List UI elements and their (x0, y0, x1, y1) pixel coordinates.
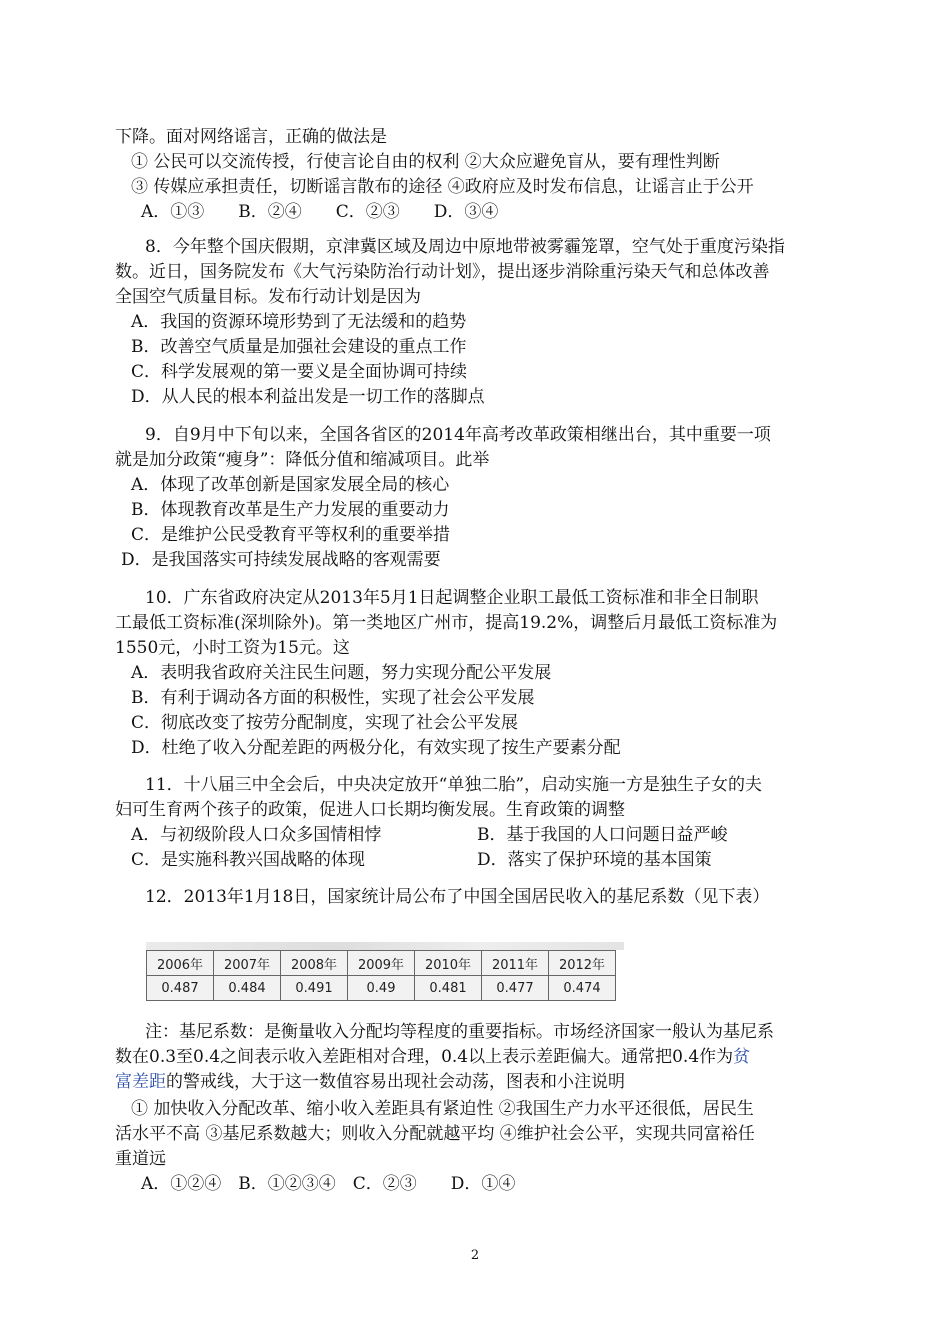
table-header-cell: 2008年 (281, 951, 348, 976)
q12-note-3 (115, 1070, 625, 1094)
table-row (147, 976, 616, 1001)
q8-option-d: D．从人民的根本利益出发是一切工作的落脚点 (131, 387, 485, 407)
q11-option-b: B．基于我国的人口问题日益严峻 (477, 825, 728, 845)
page-number: 2 (470, 1248, 480, 1263)
q7-stem-tail: 下降。面对网络谣言，正确的做法是 (115, 127, 387, 147)
note-text: 数在0.3至0.4之间表示收入差距相对合理，0.4以上表示差距偏大。通常把0.4作为 (115, 1047, 734, 1067)
q12-note-2 (115, 1045, 750, 1069)
q12-choices: A．①②④ B．①②③④ C．②③ D．①④ (141, 1174, 516, 1194)
q12-statements-3: 重道远 (115, 1149, 166, 1169)
table-header-cell: 2009年 (348, 951, 415, 976)
q9-stem-1: 9．自9月中下旬以来，全国各省区的2014年高考改革政策相继出台，其中重要一项 (145, 425, 771, 445)
table-cell: 0.477 (482, 976, 549, 1001)
q8-stem-1: 8．今年整个国庆假期，京津冀区域及周边中原地带被雾霾笼罩，空气处于重度污染指 (145, 237, 785, 257)
q9-option-a: A．体现了改革创新是国家发展全局的核心 (131, 475, 450, 495)
q10-option-d: D．杜绝了收入分配差距的两极分化，有效实现了按生产要素分配 (131, 738, 621, 758)
q7-choices: A．①③ B．②④ C．②③ D．③④ (141, 202, 499, 222)
q8-option-a: A．我国的资源环境形势到了无法缓和的趋势 (131, 312, 467, 332)
q10-stem-1: 10．广东省政府决定从2013年5月1日起调整企业职工最低工资标准和非全日制职 (145, 588, 759, 608)
q11-stem-1: 11．十八届三中全会后，中央决定放开“单独二胎”，启动实施一方是独生子女的夫 (145, 775, 763, 795)
q11-option-a: A．与初级阶段人口众多国情相悖 (131, 825, 382, 845)
q9-stem-2: 就是加分政策“瘦身”：降低分值和缩减项目。此举 (115, 450, 490, 470)
q9-option-d: D．是我国落实可持续发展战略的客观需要 (121, 550, 441, 570)
q11-stem-2: 妇可生育两个孩子的政策，促进人口长期均衡发展。生育政策的调整 (115, 800, 625, 820)
q12-note-1: 注：基尼系数：是衡量收入分配均等程度的重要指标。市场经济国家一般认为基尼系 (145, 1022, 774, 1042)
table-cell: 0.49 (348, 976, 415, 1001)
q10-option-c: C．彻底改变了按劳分配制度，实现了社会公平发展 (131, 713, 519, 733)
q8-option-c: C．科学发展观的第一要义是全面协调可持续 (131, 362, 468, 382)
hyperlink-text[interactable]: 富差距 (115, 1072, 166, 1092)
q10-stem-2: 工最低工资标准(深圳除外)。第一类地区广州市，提高19.2%，调整后月最低工资标准为 (115, 613, 778, 633)
q7-statements-1: ① 公民可以交流传授，行使言论自由的权利 ②大众应避免盲从，要有理性判断 (131, 152, 720, 172)
table-cell: 0.487 (147, 976, 214, 1001)
q8-option-b: B．改善空气质量是加强社会建设的重点工作 (131, 337, 467, 357)
table-header-cell: 2011年 (482, 951, 549, 976)
q12-statements-1: ① 加快收入分配改革、缩小收入差距具有紧迫性 ②我国生产力水平还很低，居民生 (131, 1099, 754, 1119)
table-header-cell: 2010年 (415, 951, 482, 976)
q11-option-c: C．是实施科教兴国战略的体现 (131, 850, 366, 870)
table-header-cell: 2006年 (147, 951, 214, 976)
table-row (147, 951, 616, 976)
gini-coefficient-table (146, 950, 616, 1001)
q7-statements-2: ③ 传媒应承担责任，切断谣言散布的途径 ④政府应及时发布信息，让谣言止于公开 (131, 177, 754, 197)
q12-stem: 12．2013年1月18日，国家统计局公布了中国全国居民收入的基尼系数（见下表） (145, 887, 770, 907)
q11-option-d: D．落实了保护环境的基本国策 (477, 850, 712, 870)
q8-stem-2: 数。近日，国务院发布《大气污染防治行动计划》，提出逐步消除重污染天气和总体改善 (115, 262, 770, 282)
table-scan-artifact (146, 942, 624, 950)
q12-statements-2: 活水平不高 ③基尼系数越大；则收入分配就越平均 ④维护社会公平，实现共同富裕任 (115, 1124, 755, 1144)
q9-option-b: B．体现教育改革是生产力发展的重要动力 (131, 500, 450, 520)
q9-option-c: C．是维护公民受教育平等权利的重要举措 (131, 525, 451, 545)
q8-stem-3: 全国空气质量目标。发布行动计划是因为 (115, 287, 421, 307)
q10-option-a: A．表明我省政府关注民生问题，努力实现分配公平发展 (131, 663, 552, 683)
table-header-cell: 2012年 (549, 951, 616, 976)
table-cell: 0.484 (214, 976, 281, 1001)
hyperlink-text[interactable]: 贫 (733, 1047, 751, 1067)
q10-option-b: B．有利于调动各方面的积极性，实现了社会公平发展 (131, 688, 535, 708)
table-header-cell: 2007年 (214, 951, 281, 976)
q10-stem-3: 1550元，小时工资为15元。这 (115, 638, 350, 658)
table-cell: 0.491 (281, 976, 348, 1001)
note-text: 的警戒线，大于这一数值容易出现社会动荡，图表和小注说明 (166, 1072, 625, 1092)
table-cell: 0.474 (549, 976, 616, 1001)
table-cell: 0.481 (415, 976, 482, 1001)
